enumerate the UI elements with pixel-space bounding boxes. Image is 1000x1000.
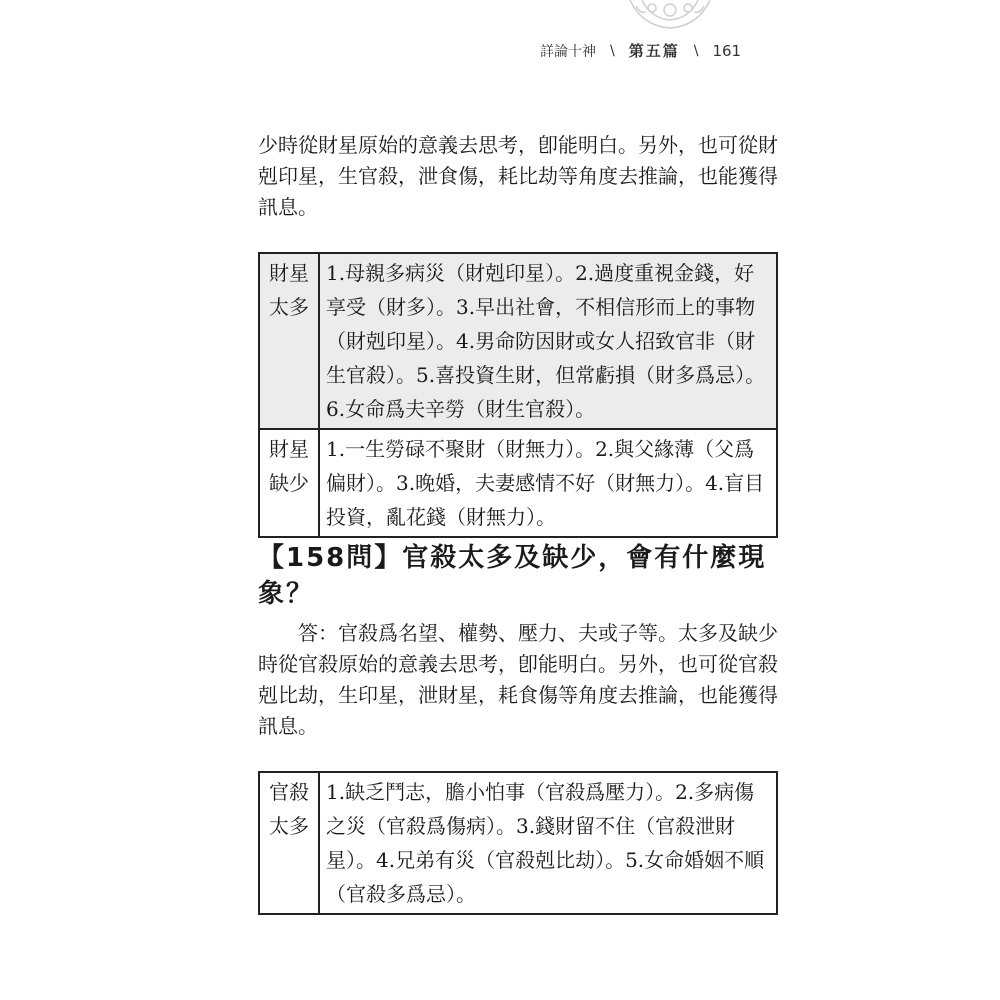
table-row [259, 429, 777, 537]
running-header [540, 40, 780, 61]
row-label: 官殺太多 [259, 772, 319, 914]
table-row [259, 772, 777, 914]
body-paragraph-1: 少時從財星原始的意義去思考，卽能明白。另外，也可從財剋印星，生官殺，泄食傷，耗比劫等角度去推論，也能獲得訊息。 [258, 133, 778, 219]
row-label: 財星缺少 [259, 429, 319, 537]
question-heading: 【158問】官殺太多及缺少，會有什麼現象？ [258, 543, 767, 609]
row-text: 1.缺乏鬥志，膽小怕事（官殺爲壓力）。2.多病傷之災（官殺爲傷病）。3.錢財留不住（官殺泄財星）。4.兄弟有災（官殺剋比劫）。5.女命婚姻不順（官殺多爲忌）。 [319, 772, 777, 914]
header-separator: \ [693, 42, 699, 59]
answer-text: 答：官殺爲名望、權勢、壓力、夫或子等。太多及缺少時從官殺原始的意義去思考，卽能明白。另外，也可從官殺剋比劫，生印星，泄財星，耗食傷等角度去推論，也能獲得訊息。 [258, 621, 778, 738]
row-label: 財星太多 [259, 253, 319, 429]
wealth-star-table [258, 252, 778, 538]
header-section-title: 詳論十神 [540, 43, 596, 60]
table-row [259, 253, 777, 429]
page-number: 161 [712, 41, 742, 60]
header-chapter: 第五篇 [628, 42, 680, 60]
row-text: 1.一生勞碌不聚財（財無力）。2.與父緣薄（父爲偏財）。3.晚婚，夫妻感情不好（財無力）。4.盲目投資，亂花錢（財無力）。 [319, 429, 777, 537]
decorative-ornament-icon [622, 0, 718, 30]
header-separator: \ [610, 42, 615, 59]
row-text: 1.母親多病災（財剋印星）。2.過度重視金錢，好享受（財多）。3.早出社會，不相信形而上的事物（財剋印星）。4.男命防因財或女人招致官非（財生官殺）。5.喜投資生財，但常虧損（財多爲忌）。6.女命爲夫辛勞（財生官殺）。 [319, 253, 777, 429]
body-paragraph-2 [258, 618, 778, 742]
officer-star-table [258, 771, 778, 915]
